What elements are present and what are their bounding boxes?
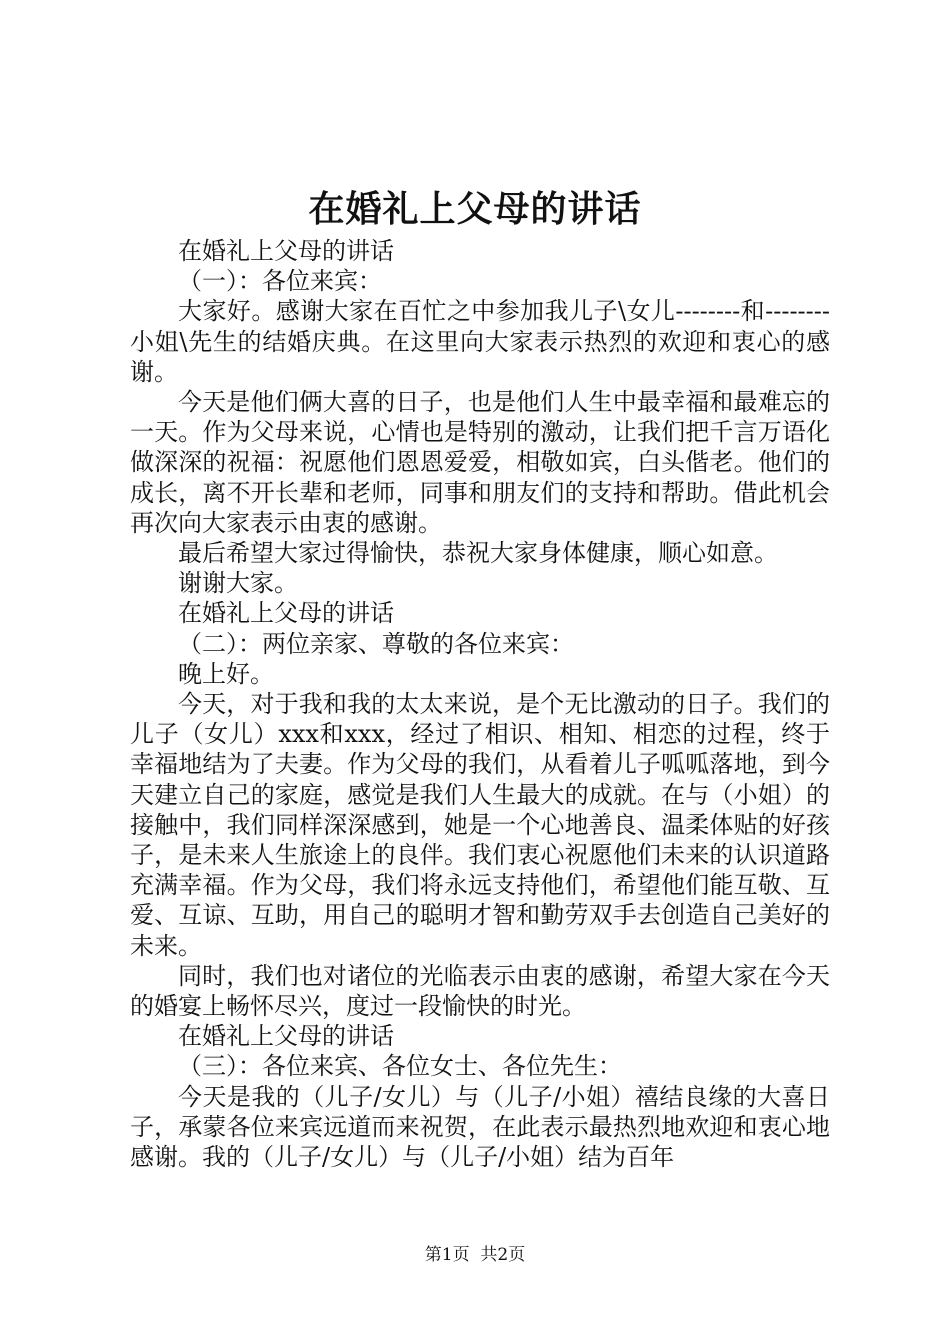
body-paragraph: 同时，我们也对诸位的光临表示由衷的感谢，希望大家在今天的婚宴上畅怀尽兴，度过一段愉快的时光。 — [130, 961, 830, 1021]
page-number: 第1页 — [424, 1245, 470, 1265]
body-paragraph: 今天是他们俩大喜的日子，也是他们人生中最幸福和最难忘的一天。作为父母来说，心情也是特别的激动，让我们把千言万语化做深深的祝福：祝愿他们恩恩爱爱，相敬如宾，白头偕老。他们的成长，离不开长辈和老师，同事和朋友们的支持和帮助。借此机会再次向大家表示由衷的感谢。 — [130, 388, 830, 537]
salutation: （二）：两位亲家、尊敬的各位来宾： — [178, 629, 574, 658]
section-heading: 在婚礼上父母的讲话 — [178, 1022, 394, 1051]
body-paragraph: 大家好。感谢大家在百忙之中参加我儿子\女儿--------和--------小姐\先生的结婚庆典。在这里向大家表示热烈的欢迎和衷心的感谢。 — [130, 297, 830, 386]
document-body — [130, 236, 830, 1172]
body-paragraph: 今天，对于我和我的太太来说，是个无比激动的日子。我们的儿子（女儿）xxx和xxx，经过了相识、相知、相恋的过程，终于幸福地结为了夫妻。作为父母的我们，从看着儿子呱呱落地，到今天建立自己的家庭，感觉是我们人生最大的成就。在与（小姐）的接触中，我们同样深深感到，她是一个心地善良、温柔体贴的好孩子，是未来人生旅途上的良伴。我们衷心祝愿他们未来的认识道路充满幸福。作为父母，我们将永远支持他们，希望他们能互敬、互爱、互谅、互助，用自己的聪明才智和勤劳双手去创造自己美好的未来。 — [130, 690, 830, 960]
body-paragraph: 最后希望大家过得愉快，恭祝大家身体健康，顺心如意。 — [178, 539, 778, 568]
section-heading: 在婚礼上父母的讲话 — [178, 599, 394, 628]
page-title: 在婚礼上父母的讲话 — [308, 188, 642, 230]
page-total: 共2页 — [480, 1245, 526, 1265]
page-footer — [0, 1244, 950, 1266]
body-paragraph: 晚上好。 — [178, 659, 274, 688]
section-heading: 在婚礼上父母的讲话 — [178, 237, 394, 265]
body-paragraph: 谢谢大家。 — [178, 569, 298, 598]
body-paragraph: 今天是我的（儿子/女儿）与（儿子/小姐）禧结良缘的大喜日子，承蒙各位来宾远道而来祝贺，在此表示最热烈地欢迎和衷心地感谢。我的（儿子/女儿）与（儿子/小姐）结为百年 — [130, 1082, 830, 1172]
salutation: （一）：各位来宾： — [178, 267, 382, 296]
salutation: （三）：各位来宾、各位女士、各位先生： — [178, 1052, 622, 1081]
